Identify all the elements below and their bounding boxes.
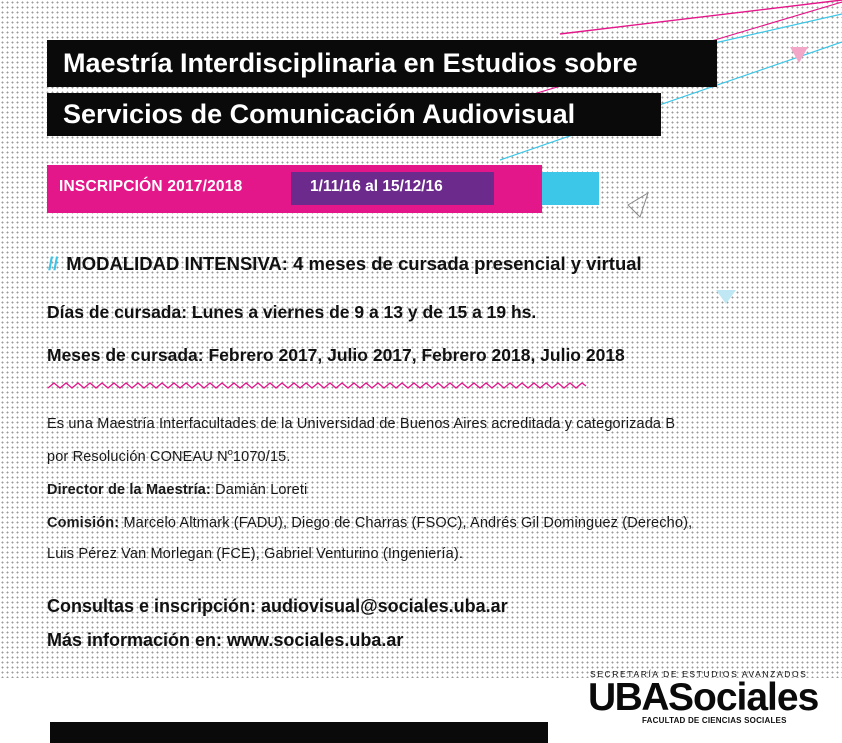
title-line-1 <box>47 40 717 87</box>
comision-members-1: Marcelo Altmark (FADU), Diego de Charras (FSOC), Andrés Gil Dominguez (Derecho), <box>123 515 693 531</box>
comision-line-1 <box>47 515 692 531</box>
comision-line-2: Luis Pérez Van Morlegan (FCE), Gabriel Venturino (Ingeniería). <box>47 546 464 562</box>
comision-label: Comisión: <box>47 515 120 531</box>
modalidad-line <box>48 253 642 275</box>
footer-black-bar <box>50 722 548 743</box>
description-line-1: Es una Maestría Interfacultades de la Universidad de Buenos Aires acreditada y categorizada B <box>47 416 676 432</box>
modalidad-text: MODALIDAD INTENSIVA: 4 meses de cursada presencial y virtual <box>66 253 642 274</box>
cyan-triangle-icon <box>716 290 736 304</box>
slashes-icon: // <box>48 253 59 274</box>
description-line-2 <box>47 447 291 465</box>
outline-triangle-icon <box>628 193 648 217</box>
title-text-1: Maestría Interdisciplinaria en Estudios sobre <box>63 48 638 78</box>
director-name: Damián Loreti <box>215 482 308 498</box>
director-label: Director de la Maestría: <box>47 482 211 498</box>
title-line-2 <box>47 93 661 136</box>
dias-cursada: Días de cursada: Lunes a viernes de 9 a 13 y de 15 a 19 hs. <box>47 302 537 322</box>
logo-uba-text: UBA <box>588 676 668 719</box>
resolucion-prefix: por Resolución CONEAU N <box>47 448 228 465</box>
resolucion-suffix: 1070/15. <box>232 448 291 465</box>
uba-sociales-logo <box>588 678 818 717</box>
resolucion-sup: o <box>227 447 233 457</box>
director-line <box>47 482 307 498</box>
secretaria-label: SECRETARÍA DE ESTUDIOS AVANZADOS <box>590 669 808 679</box>
inscripcion-label: INSCRIPCIÓN 2017/2018 <box>59 178 243 195</box>
inscripcion-dates: 1/11/16 al 15/12/16 <box>310 178 443 195</box>
facultad-label: FACULTAD DE CIENCIAS SOCIALES <box>642 716 787 725</box>
title-text-2: Servicios de Comunicación Audiovisual <box>63 99 576 129</box>
info-line: Más información en: www.sociales.uba.ar <box>47 630 404 650</box>
consultas-line: Consultas e inscripción: audiovisual@sociales.uba.ar <box>47 596 508 616</box>
meses-cursada: Meses de cursada: Febrero 2017, Julio 2017, Febrero 2018, Julio 2018 <box>47 345 625 365</box>
logo-sociales-text: Sociales <box>668 676 819 719</box>
zigzag-divider <box>48 383 586 388</box>
